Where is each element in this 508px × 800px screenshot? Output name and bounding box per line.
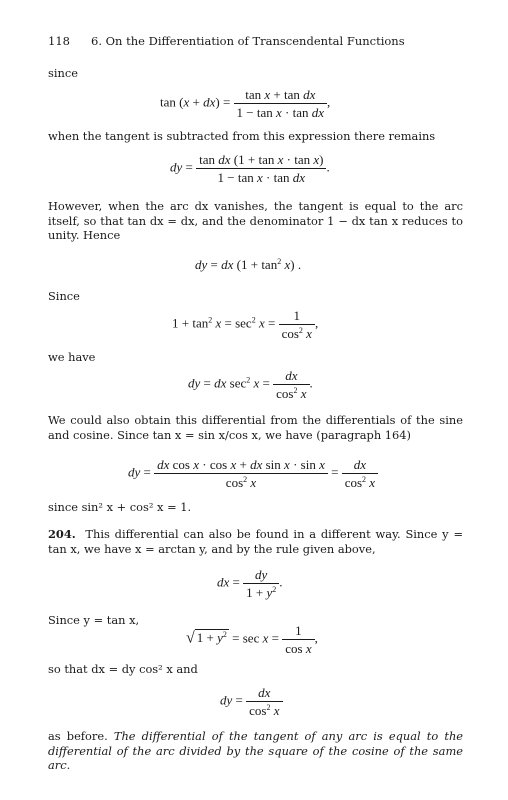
paragraph-204-text: This differential can also be found in a different way. Since y = tan x, we have x = arctan y, and by the rule given above, [48,527,463,556]
equation-sec: $1 + \tan^2 x = \sec^2 x$ = $\frac{1}{\cos^2 x}$ , [172,308,319,341]
conclusion-theorem: The differential of the tangent of any arc is equal to the differential of the arc divided by the square of the cosine of the same arc. [48,729,464,773]
equation-dx: dx = $\frac{dy}{1 + y^2}$ . [217,567,283,600]
paragraph-since-2: Since [48,289,80,303]
paragraph-since: since [48,66,78,80]
equation-sqrt: √ $1 + y^2 = \sec x$ = $\frac{1}{\text{cos x}}$ , [186,623,318,656]
running-header: 6. On the Differentiation of Transcendental Functions [91,34,405,48]
paragraph-since-y: Since y = tan x, [48,613,140,627]
paragraph-so-that: so that dx = dy cos² x and [48,662,198,676]
paragraph-however: However, when the arc dx vanishes, the tangent is equal to the arc itself, so that tan dx = dx, and the denominator 1 − dx tan x reduces to unity. Hence [48,199,463,243]
paragraph-identity: since sin² x + cos² x = 1. [48,500,192,514]
conclusion-lead: as before. [48,729,108,743]
equation-dy-5: dy = $\frac{dx}{\cos^2 x}$ [220,686,283,717]
paragraph-subtract: when the tangent is subtracted from this expression there remains [48,129,436,143]
equation-dy-4: dy = $\frac{\text{dx cos x · cos x + dx sin x · sin x}}{\cos^2 x}$ = $\frac{dx}{\cos^2 x}$ [128,458,378,489]
equation-dy-2: dy = dx $(1 + \tan^2 x)$ . [195,257,302,272]
equation-tan-sum: tan (x + dx) = $\frac{\text{tan x + tan dx}}{\text{1 − tan x · tan dx}}$ , [160,87,331,120]
paragraph-we-have: we have [48,350,96,364]
equation-dy-1: dy = $\frac{\text{tan dx (1 + tan x · tan x)}}{\text{1 − tan x · tan dx}}$ . [170,152,330,185]
paragraph-conclusion [48,729,463,773]
paragraph-204 [48,527,463,556]
section-number: 204. [48,527,76,541]
equation-dy-3: dy = dx $\sec^2 x$ = $\frac{dx}{\cos^2 x}$ . [188,368,313,401]
paragraph-sine-cosine: We could also obtain this differential from the differentials of the sine and cosine. Since tan x = sin x/cos x, we have (paragraph 164) [48,413,463,442]
page-number: 118 [48,34,70,48]
